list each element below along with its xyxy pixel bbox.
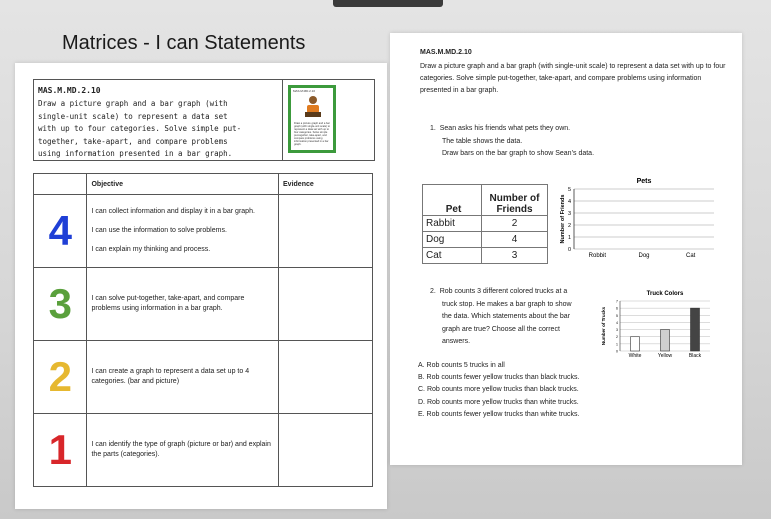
y-tick-label: 7: [616, 299, 618, 304]
left-heading: Matrices - I can Statements: [62, 32, 306, 54]
question-2: [430, 286, 590, 349]
answer-option[interactable]: D. Rob counts more yellow trucks than white trucks.: [418, 398, 579, 406]
assessment-standard-code: MAS.M.MD.2.10: [420, 49, 472, 56]
table-row: [423, 248, 548, 264]
friends-header-line: Friends: [496, 204, 533, 215]
objective-statement: I can use the information to solve problems.: [91, 227, 227, 234]
x-tick-label: Robbit: [588, 253, 607, 259]
standard-divider: [282, 80, 283, 160]
level-4: [34, 195, 87, 268]
y-tick-label: 0: [567, 247, 571, 253]
y-tick-label: 4: [567, 199, 571, 205]
objective-statement: I can identify the type of graph (picture or bar) and explain the parts (categories).: [91, 441, 271, 458]
level-number: 3: [48, 280, 72, 327]
task-card-image: [288, 85, 336, 153]
evidence-cell: [279, 268, 373, 341]
x-tick-label: Black: [688, 353, 702, 359]
standard-code: MAS.M.MD.2.10: [38, 86, 101, 95]
x-tick-label: Yellow: [657, 353, 673, 359]
bar-black: [691, 308, 700, 351]
y-tick-label: 1: [567, 235, 571, 241]
objective-statement: I can collect information and display it in a bar graph.: [91, 208, 255, 215]
question-2-text: Rob counts 3 different colored trucks at a: [439, 288, 568, 295]
table-row: [34, 268, 373, 341]
x-tick-label: Dog: [638, 253, 650, 259]
table-row: [34, 341, 373, 414]
chart-title: Truck Colors: [646, 291, 684, 297]
table-row: [34, 195, 373, 268]
answer-option[interactable]: A. Rob counts 5 trucks in all: [418, 362, 505, 369]
level-number: 4: [48, 207, 72, 254]
card-text: Draw a picture graph and a bar graph (with single-unit scale) to represent a data set with up to four categories. Solve simple put-together, take-apart, and compare problems using information presented in a bar graph.: [294, 122, 330, 146]
answer-option[interactable]: C. Rob counts more yellow trucks than black trucks.: [418, 386, 579, 394]
y-tick-label: 2: [616, 335, 618, 340]
pet-name: Dog: [423, 232, 482, 248]
question-2-line: truck stop. He makes a bar graph to show: [442, 300, 572, 308]
y-tick-label: 1: [616, 342, 618, 347]
pet-table: [422, 184, 548, 264]
answer-option[interactable]: B. Rob counts fewer yellow trucks than black trucks.: [418, 374, 580, 382]
objective-cell: [87, 268, 279, 341]
evidence-cell: [279, 195, 373, 268]
objective-statement: I can explain my thinking and process.: [91, 246, 211, 253]
level-number: 1: [48, 426, 72, 473]
y-tick-label: 3: [567, 211, 571, 217]
pet-count: 3: [482, 248, 548, 264]
question-2-line: graph are true? Choose all the correct: [442, 325, 560, 333]
pets-bar-chart[interactable]: [560, 173, 720, 263]
screen-top-bar: [333, 0, 443, 7]
standard-box: [33, 79, 375, 161]
evidence-cell: [279, 414, 373, 487]
question-2-line: the data. Which statements about the bar: [442, 313, 571, 320]
evidence-cell: [279, 341, 373, 414]
objective-statement: I can solve put-together, take-apart, and compare problems using information in a bar graph.: [91, 295, 245, 312]
question-1-line: Draw bars on the bar graph to show Sean’s data.: [442, 150, 595, 157]
level-3: [34, 268, 87, 341]
pet-name: Rabbit: [423, 216, 482, 232]
bar-yellow: [661, 330, 670, 351]
table-row: [423, 216, 548, 232]
y-tick-label: 0: [616, 349, 618, 354]
question-1-line: [430, 123, 730, 136]
friends-header: [482, 185, 548, 216]
objective-statement: I can create a graph to represent a data set up to 4 categories. (bar and picture): [91, 368, 250, 385]
standard-text: Draw a picture graph and a bar graph (with single-unit scale) to represent a data set with up to four categories. Solve simple put-together, take-apart, and compare problems using information presented in a bar graph.: [38, 99, 242, 158]
answer-option[interactable]: E. Rob counts fewer yellow trucks than white trucks.: [418, 410, 580, 418]
objective-cell: [87, 414, 279, 487]
assessment-page: [390, 33, 742, 465]
friends-header-line: Number of: [489, 193, 540, 204]
objective-header: Objective: [87, 174, 279, 195]
question-1: [430, 123, 730, 161]
evidence-header: Evidence: [279, 174, 373, 195]
y-tick-label: 2: [567, 223, 571, 229]
question-1-line: The table shows the data.: [442, 137, 523, 145]
student-figure-icon: [303, 95, 323, 119]
question-number: 1.: [430, 125, 436, 132]
question-number: 2.: [430, 288, 436, 295]
y-tick-label: 3: [616, 328, 618, 333]
pet-count: 2: [482, 216, 548, 232]
answer-options: [418, 360, 579, 421]
pet-header: Pet: [423, 185, 482, 216]
assessment-standard-text: Draw a picture graph and a bar graph (with single-unit scale) to represent a data set with up to four categories. Solve simple put-together, take-apart, and compare problems using information presented in a bar graph.: [420, 63, 726, 94]
chart-title: Pets: [636, 178, 652, 185]
pet-name: Cat: [423, 248, 482, 264]
level-1: [34, 414, 87, 487]
bar-white: [631, 337, 640, 351]
table-header-row: [34, 174, 373, 195]
objective-table: [33, 173, 373, 487]
question-2-line: answers.: [442, 338, 471, 345]
y-axis-label: Number of Trucks: [601, 306, 606, 346]
x-tick-label: Cat: [685, 253, 696, 259]
question-1-text: Sean asks his friends what pets they own.: [439, 125, 571, 132]
y-tick-label: 4: [616, 320, 618, 325]
matrix-page: [15, 63, 387, 509]
y-tick-label: 6: [616, 306, 618, 311]
pet-table-header: [423, 185, 548, 216]
y-tick-label: 5: [567, 187, 571, 193]
level-2: [34, 341, 87, 414]
question-2-line: [430, 286, 590, 299]
table-row: [423, 232, 548, 248]
table-row: [34, 414, 373, 487]
level-number: 2: [48, 353, 72, 400]
x-tick-label: White: [628, 353, 642, 359]
card-code: MAS.M.MD.2.10: [293, 89, 316, 93]
y-axis-label: Number of Friends: [560, 194, 566, 244]
objective-cell: [87, 195, 279, 268]
pet-count: 4: [482, 232, 548, 248]
level-header: [34, 174, 87, 195]
objective-cell: [87, 341, 279, 414]
truck-bar-chart: [598, 287, 718, 361]
y-tick-label: 5: [616, 313, 618, 318]
